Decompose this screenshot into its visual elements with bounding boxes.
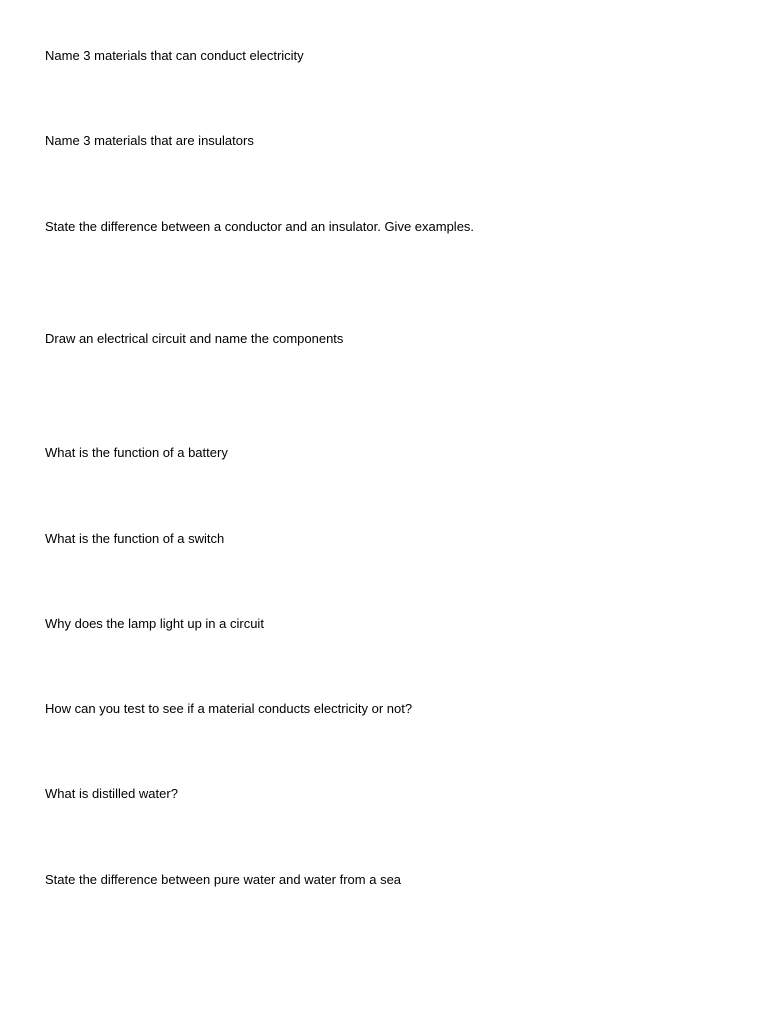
question-draw-circuit: Draw an electrical circuit and name the components [45,331,344,346]
question-insulators: Name 3 materials that are insulators [45,133,254,148]
question-conductor-vs-insulator: State the difference between a conductor and an insulator. Give examples. [45,219,475,234]
question-switch-function: What is the function of a switch [45,531,225,546]
question-conductors: Name 3 materials that can conduct electricity [45,48,304,63]
question-pure-vs-sea-water: State the difference between pure water and water from a sea [45,872,402,887]
question-battery-function: What is the function of a battery [45,445,228,460]
question-test-conductivity: How can you test to see if a material conducts electricity or not? [45,701,413,716]
question-distilled-water: What is distilled water? [45,786,178,801]
question-lamp-lights: Why does the lamp light up in a circuit [45,616,264,631]
